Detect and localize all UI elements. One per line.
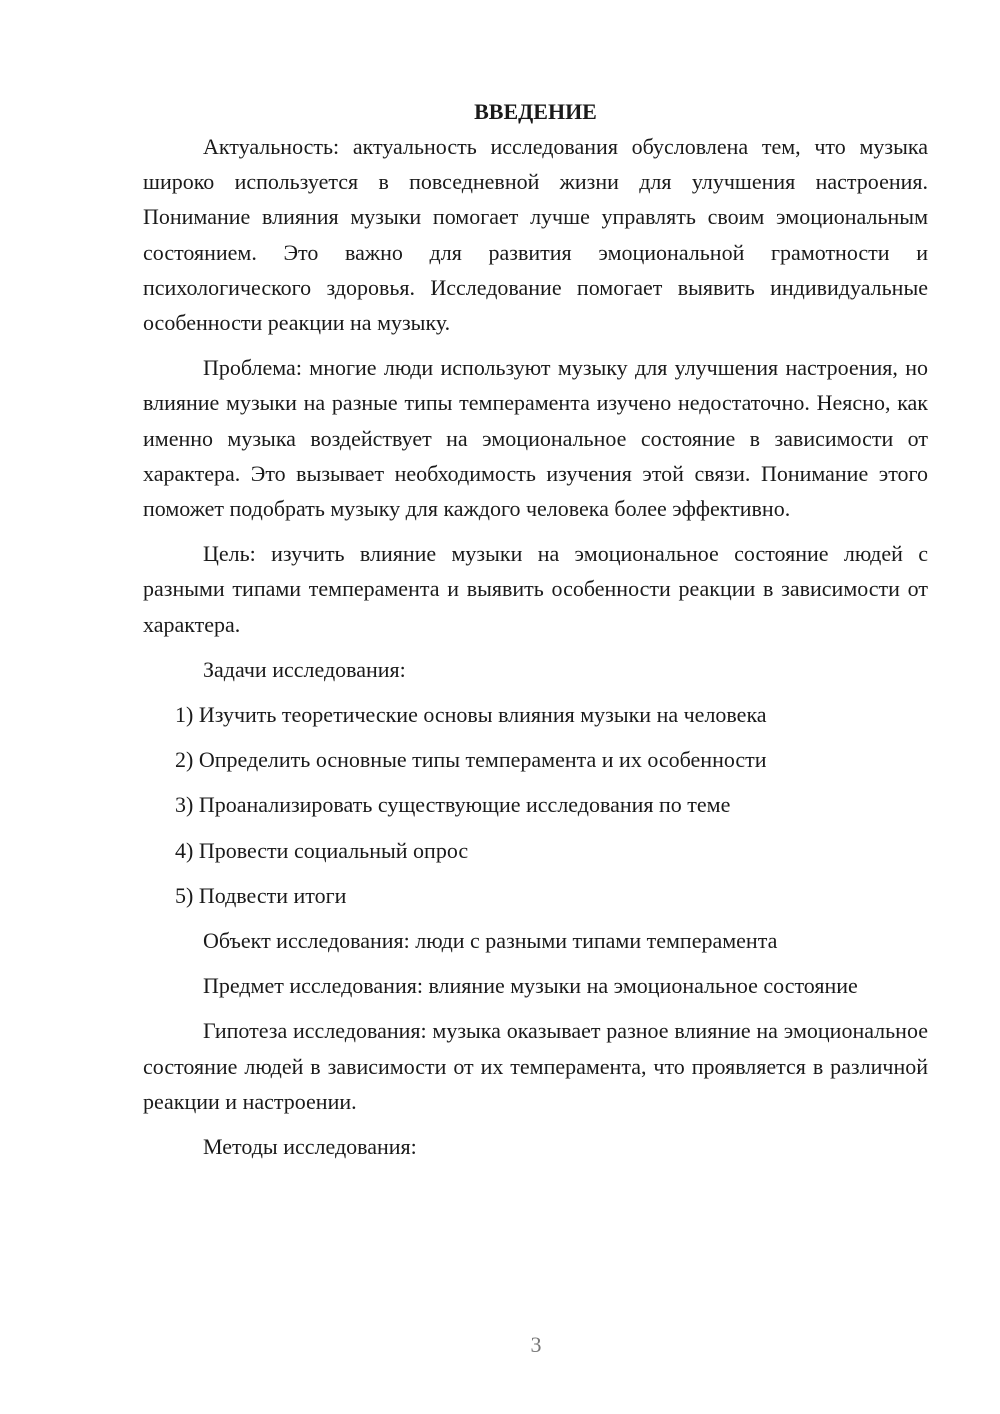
methods-heading: Методы исследования: (203, 1134, 417, 1160)
object-paragraph: Объект исследования: люди с разными типами темперамента (203, 928, 778, 954)
page-number: 3 (530, 1332, 542, 1357)
relevance-paragraph: Актуальность: актуальность исследования обусловлена тем, что музыка широко используется в повседневной жизни для улучшения настроения. Понимание влияния музыки помогает лучше управлять своим эмоциональным состоянием. Это важно для развития эмоциональной грамотности и психологического здоровья. Исследование помогает выявить индивидуальные особенности реакции на музыку. (143, 134, 928, 336)
tasks-list (143, 697, 928, 913)
task-item: 1) Изучить теоретические основы влияния музыки на человека (175, 702, 767, 728)
subject-paragraph: Предмет исследования: влияние музыки на эмоциональное состояние (203, 973, 858, 999)
tasks-heading: Задачи исследования: (203, 656, 406, 682)
task-item: 2) Определить основные типы темперамента и их особенности (175, 747, 767, 773)
hypothesis-paragraph: Гипотеза исследования: музыка оказывает разное влияние на эмоциональное состояние людей в зависимости от их темперамента, что проявляется в различной реакции и настроении. (143, 1018, 928, 1114)
task-item: 4) Провести социальный опрос (175, 837, 469, 863)
page-title: ВВЕДЕНИЕ (474, 99, 597, 124)
task-item: 3) Проанализировать существующие исследования по теме (175, 792, 731, 818)
page-body (143, 94, 928, 1174)
problem-paragraph: Проблема: многие люди используют музыку для улучшения настроения, но влияние музыки на разные типы темперамента изучено недостаточно. Неясно, как именно музыка воздействует на эмоциональное состояние в зависимости от характера. Это вызывает необходимость изучения этой связи. Понимание этого поможет подобрать музыку для каждого человека более эффективно. (143, 355, 928, 522)
goal-paragraph: Цель: изучить влияние музыки на эмоциональное состояние людей с разными типами темперамента и выявить особенности реакции в зависимости от характера. (143, 541, 928, 637)
task-item: 5) Подвести итоги (175, 882, 347, 908)
